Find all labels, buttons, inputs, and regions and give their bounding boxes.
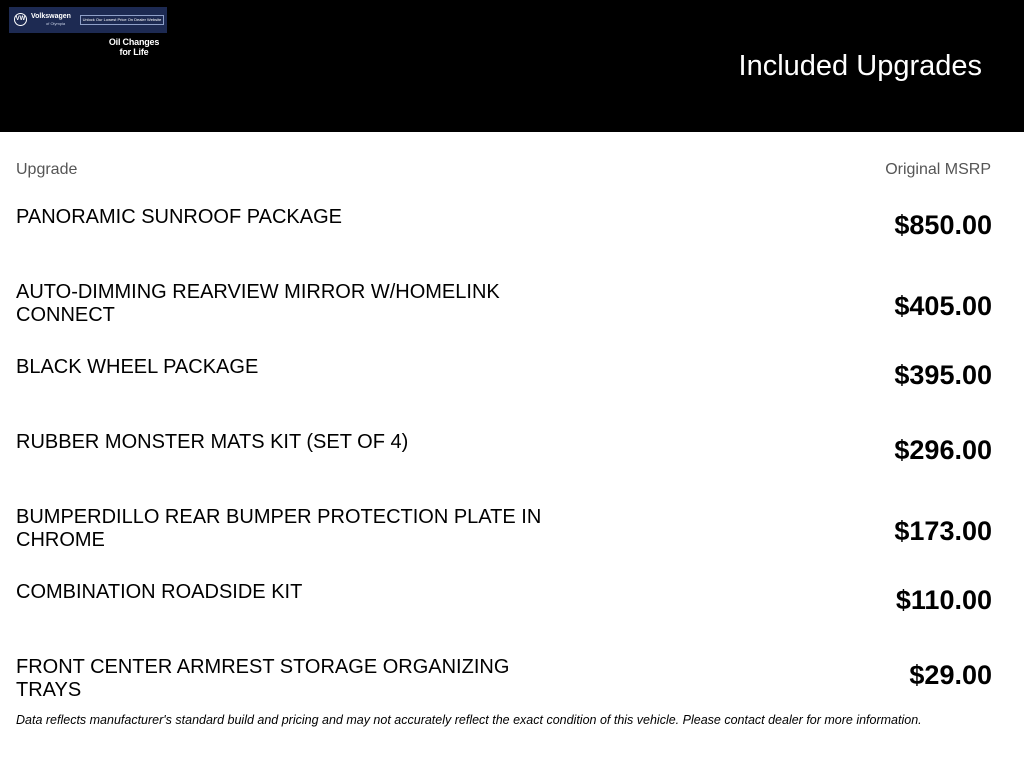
upgrade-name: RUBBER MONSTER MATS KIT (SET OF 4) (16, 431, 409, 453)
vw-logo-icon: VW (14, 13, 27, 26)
upgrade-row (0, 281, 1024, 356)
upgrade-msrp: $29.00 (909, 660, 992, 690)
oil-changes-badge (98, 37, 170, 57)
upgrade-row (0, 356, 1024, 431)
page-title: Included Upgrades (738, 50, 982, 82)
upgrade-msrp: $296.00 (894, 435, 992, 465)
dealer-brand-name: Volkswagen (31, 13, 71, 20)
upgrade-msrp: $850.00 (894, 210, 992, 240)
upgrade-name: BUMPERDILLO REAR BUMPER PROTECTION PLATE IN CHROME (16, 506, 542, 551)
disclaimer: Data reflects manufacturer's standard build and pricing and may not accurately reflect the exact condition of this vehicle. Please contact dealer for more information. (16, 713, 922, 727)
upgrade-row (0, 206, 1024, 281)
upgrade-row (0, 506, 1024, 581)
upgrade-column-header: Upgrade (16, 161, 78, 178)
dealer-banner[interactable] (9, 7, 167, 33)
dealer-location: of Olympia (46, 21, 66, 26)
upgrade-name: BLACK WHEEL PACKAGE (16, 356, 259, 378)
upgrade-name: AUTO-DIMMING REARVIEW MIRROR W/HOMELINK CONNECT (16, 281, 500, 326)
upgrade-name: FRONT CENTER ARMREST STORAGE ORGANIZING TRAYS (16, 656, 510, 701)
upgrade-msrp: $405.00 (894, 291, 992, 321)
dealer-website-button[interactable]: Unlock Our Lowest Price On Dealer Website (80, 15, 164, 25)
page-header (0, 0, 1024, 132)
upgrade-row (0, 581, 1024, 656)
upgrade-msrp: $173.00 (894, 516, 992, 546)
upgrade-name: PANORAMIC SUNROOF PACKAGE (16, 206, 342, 228)
upgrade-msrp: $395.00 (894, 360, 992, 390)
upgrade-msrp: $110.00 (895, 585, 992, 615)
msrp-column-header: Original MSRP (885, 161, 991, 178)
upgrade-name: COMBINATION ROADSIDE KIT (16, 581, 303, 603)
upgrade-row (0, 431, 1024, 506)
oil-badge-line-1: Oil Changes (108, 37, 160, 47)
oil-badge-line-2: for Life (119, 47, 149, 57)
